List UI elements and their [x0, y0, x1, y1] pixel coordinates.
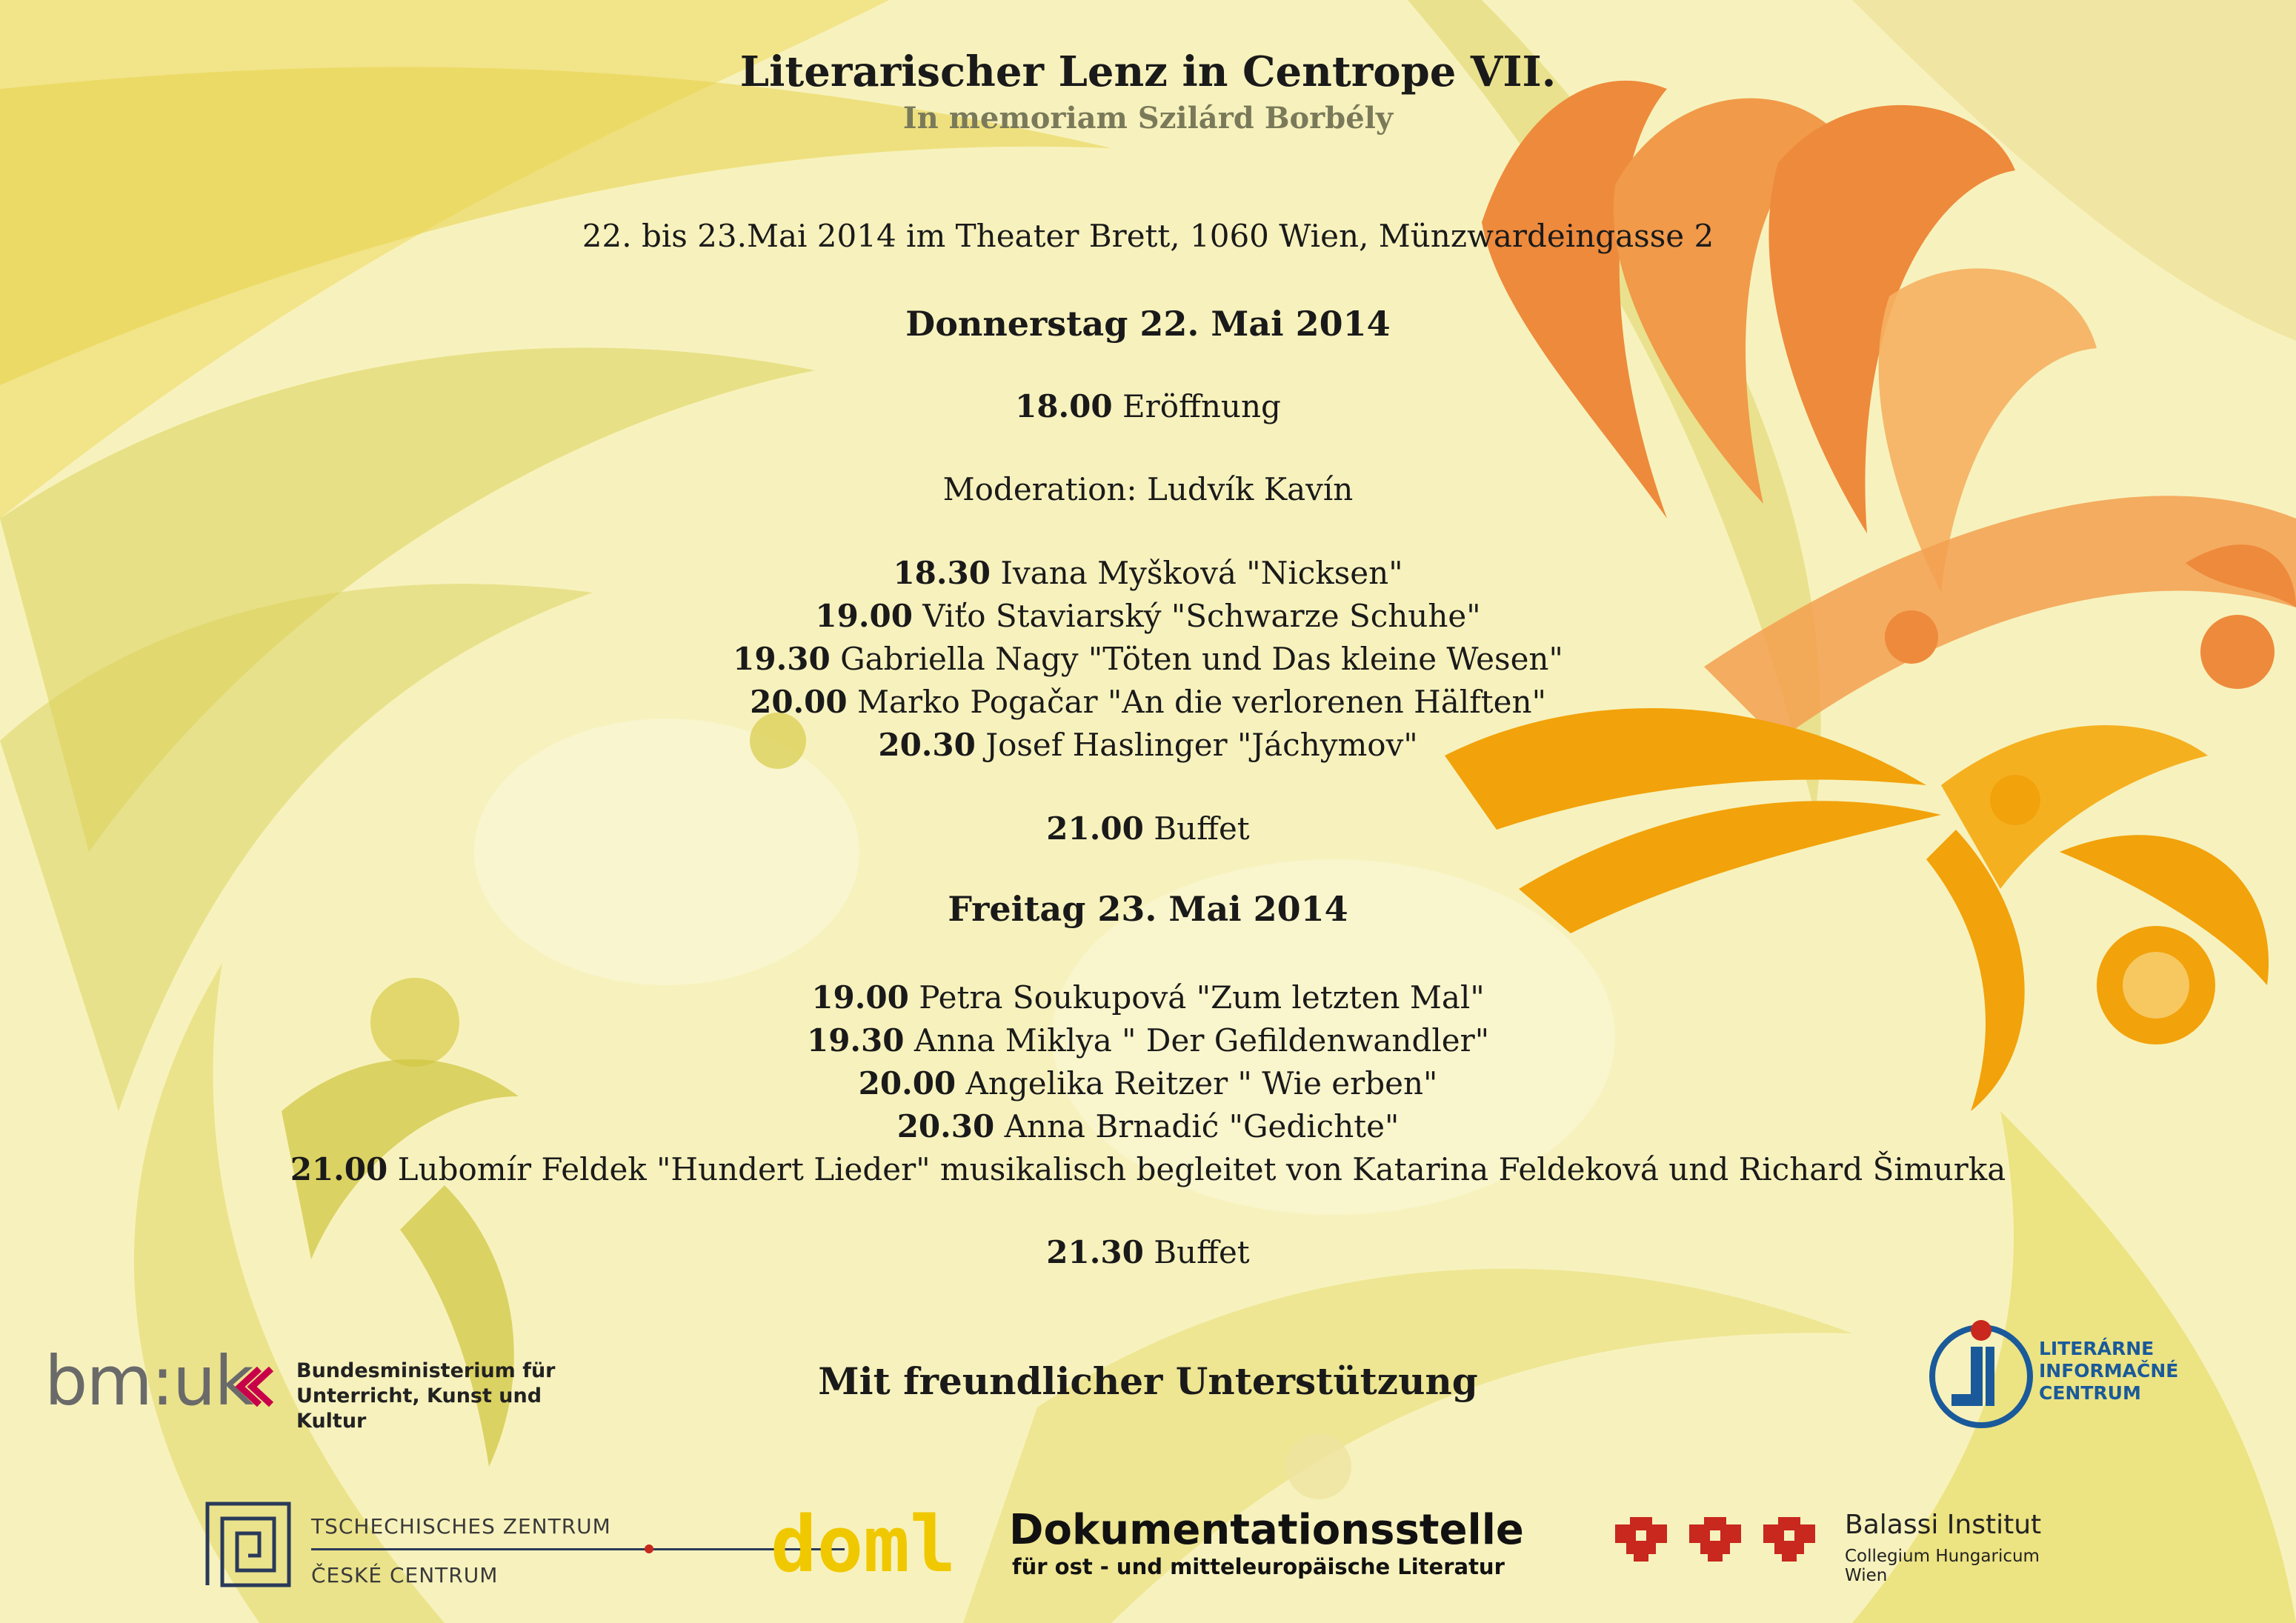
- time: 21.00: [1046, 810, 1144, 847]
- poster-subtitle: In memoriam Szilárd Borbély: [902, 101, 1394, 136]
- event-text: Eröffnung: [1122, 388, 1281, 424]
- day1-item: [0, 638, 2296, 681]
- spiral-square-icon: [200, 1496, 296, 1593]
- day2-buffet: [0, 1231, 2296, 1274]
- event-text: Viťo Staviarský "Schwarze Schuhe": [922, 598, 1481, 634]
- day1-moderation: Moderation: Ludvík Kavín: [942, 471, 1354, 507]
- divider: [311, 1548, 845, 1550]
- event-text: Petra Soukupová "Zum letzten Mal": [919, 979, 1485, 1016]
- time: 21.00: [290, 1151, 388, 1187]
- time: 19.30: [806, 1022, 905, 1059]
- event-text: Lubomír Feldek "Hundert Lieder" musikalisch begleitet von Katarina Feldeková und Richard Šimurka: [397, 1151, 2006, 1187]
- day2-heading: Freitag 23. Mai 2014: [948, 889, 1348, 929]
- day1-item: [0, 552, 2296, 595]
- time: 19.00: [815, 598, 913, 634]
- event-text: Buffet: [1154, 1234, 1250, 1270]
- folk-heart-ornament-icon: [1608, 1510, 1830, 1576]
- doml-logo: [771, 1496, 1541, 1600]
- czech-centre-logo: [200, 1496, 659, 1600]
- doml-mark: doml: [771, 1499, 956, 1590]
- event-text: Josef Haslinger "Jáchymov": [985, 727, 1418, 763]
- event-text: Anna Miklya " Der Gefildenwandler": [914, 1022, 1490, 1059]
- bmuk-mark: bm:uk: [44, 1342, 253, 1421]
- time: 19.00: [811, 979, 909, 1016]
- balassi-logo: [1608, 1504, 2097, 1600]
- time: 21.30: [1046, 1234, 1144, 1270]
- time: 20.30: [878, 727, 976, 763]
- time: 20.30: [896, 1108, 995, 1144]
- doml-subtitle: für ost - und mitteleuropäische Literatur: [1012, 1554, 1505, 1579]
- doml-name: Dokumentationsstelle: [1009, 1506, 1524, 1554]
- day2-item: [0, 1105, 2296, 1148]
- time: 18.00: [1015, 388, 1113, 424]
- lic-emblem-icon: [1926, 1311, 2037, 1437]
- bmuk-name: Bundesministerium für Unterricht, Kunst und Kultur: [296, 1359, 556, 1433]
- czech-line2: ČESKÉ CENTRUM: [311, 1563, 499, 1587]
- chevron-mark-icon: [230, 1364, 274, 1409]
- event-text: Gabriella Nagy "Töten und Das kleine Wesen": [840, 641, 1563, 677]
- day1-item: [0, 681, 2296, 724]
- venue-line: 22. bis 23.Mai 2014 im Theater Brett, 1060 Wien, Münzwardeingasse 2: [582, 218, 1714, 254]
- event-text: Marko Pogačar "An die verlorenen Hälften": [856, 684, 1546, 720]
- lic-name: LITERÁRNE INFORMAČNÉ CENTRUM: [2039, 1338, 2179, 1404]
- day1-item: [0, 595, 2296, 638]
- lic-logo: [1926, 1311, 2267, 1437]
- support-heading: Mit freundlicher Unterstützung: [818, 1359, 1478, 1403]
- time: 19.30: [733, 641, 831, 677]
- day2-item: [0, 976, 2296, 1019]
- day1-item: [0, 724, 2296, 767]
- time: 20.00: [750, 684, 848, 720]
- event-text: Ivana Myšková "Nicksen": [1000, 555, 1403, 591]
- balassi-name: Balassi Institut: [1845, 1510, 2042, 1540]
- balassi-subtitle: Collegium Hungaricum Wien: [1845, 1547, 2040, 1585]
- red-dot-icon: [645, 1544, 653, 1553]
- day1-opening: [0, 385, 2296, 428]
- day2-item: [0, 1148, 2296, 1191]
- poster-title: Literarischer Lenz in Centrope VII.: [739, 47, 1557, 96]
- event-text: Anna Brnadić "Gedichte": [1004, 1108, 1400, 1144]
- day1-heading: Donnerstag 22. Mai 2014: [905, 304, 1391, 344]
- event-text: Angelika Reitzer " Wie erben": [965, 1065, 1438, 1102]
- day1-buffet: [0, 807, 2296, 850]
- czech-line1: TSCHECHISCHES ZENTRUM: [311, 1514, 611, 1539]
- time: 20.00: [858, 1065, 956, 1102]
- day2-item: [0, 1062, 2296, 1105]
- event-text: Buffet: [1154, 810, 1250, 847]
- time: 18.30: [893, 555, 991, 591]
- day2-item: [0, 1019, 2296, 1062]
- bmuk-logo: [44, 1341, 563, 1433]
